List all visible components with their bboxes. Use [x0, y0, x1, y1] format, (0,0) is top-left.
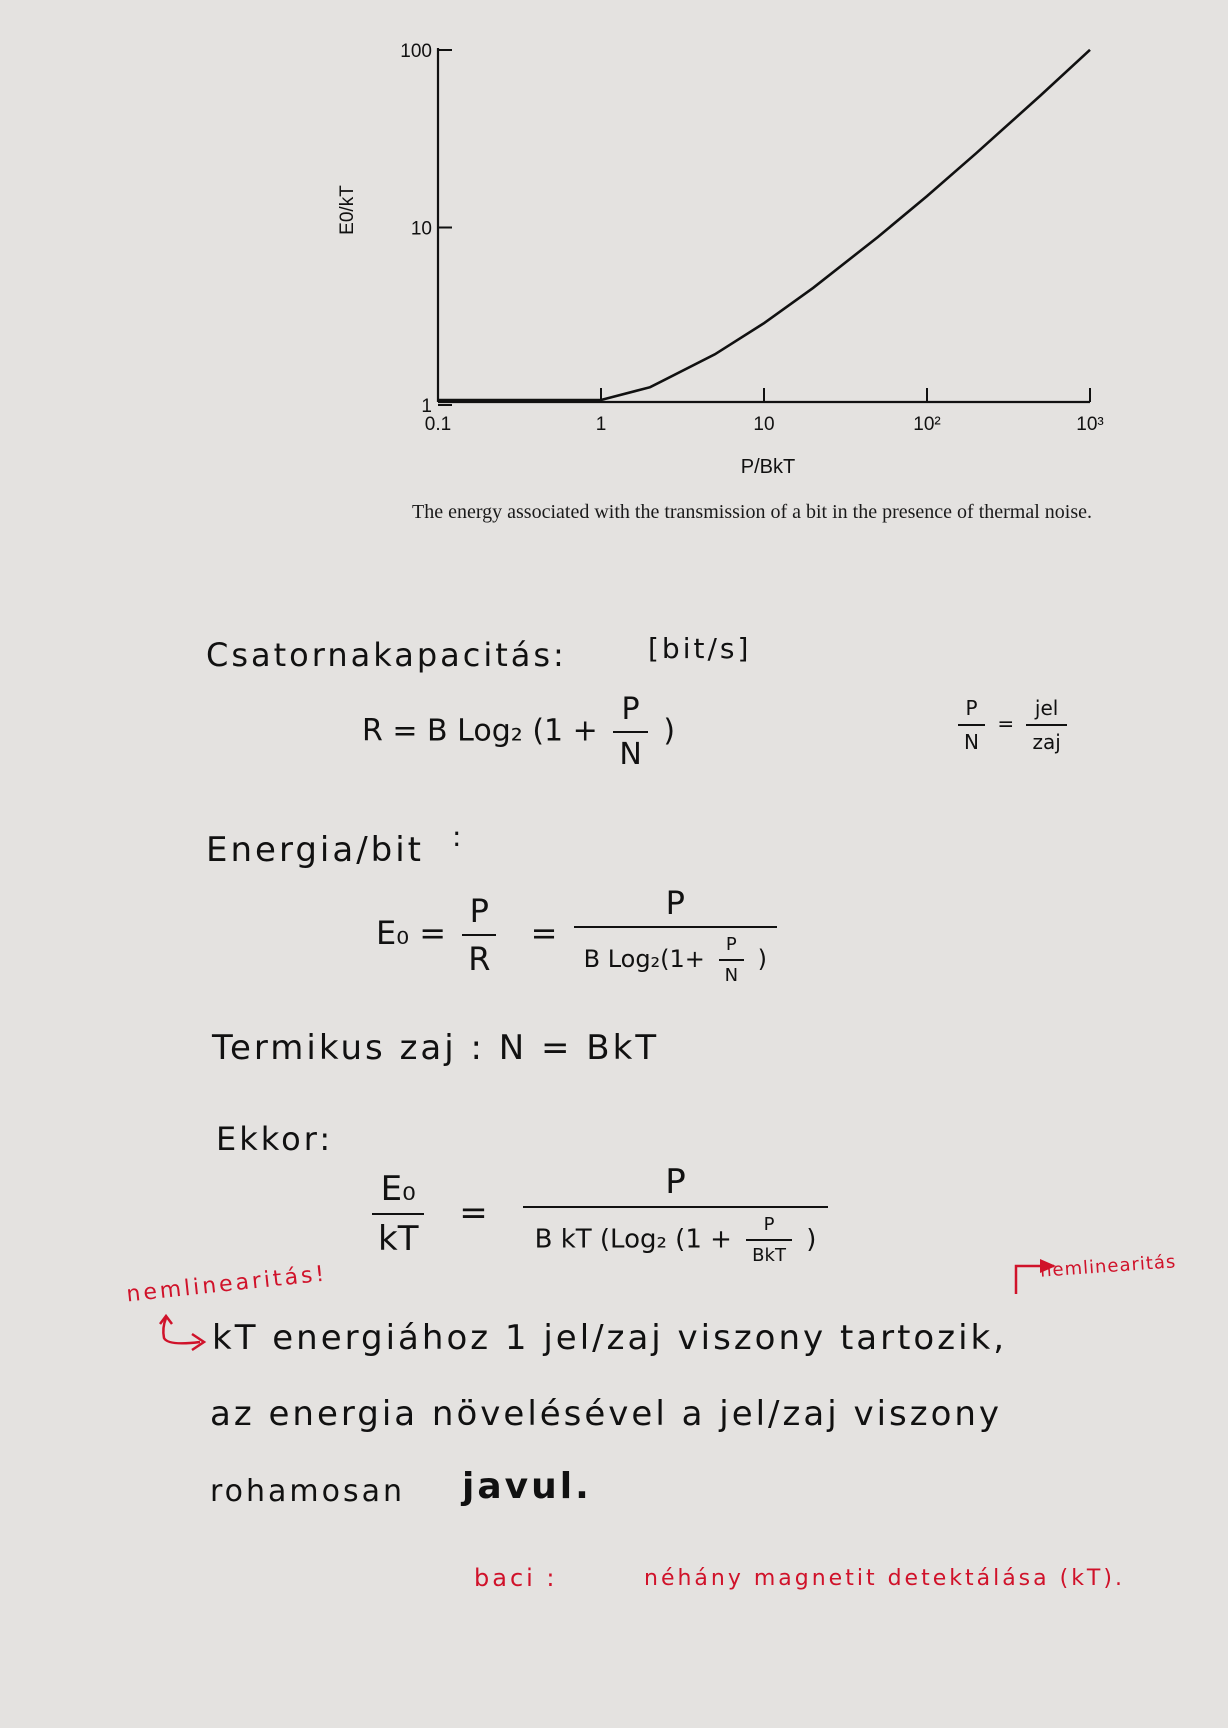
capacity-formula-left: R = B Log₂ (1 + [362, 713, 598, 749]
chart-axes [400, 41, 1103, 435]
p-over-bkt [746, 1214, 792, 1266]
frac-numerator: P [763, 1214, 775, 1235]
equals-sign: = [997, 711, 1015, 736]
p-over-n [613, 692, 647, 772]
snr-definition [952, 696, 1073, 754]
conclusion-line-3b: javul. [462, 1466, 592, 1507]
e0-over-kt [372, 1169, 424, 1259]
thermal-noise-line: Termikus zaj : N = BkT [212, 1028, 660, 1068]
frac-denominator: zaj [1026, 724, 1066, 754]
frac-numerator: E₀ [380, 1169, 416, 1209]
x-tick-label: 10³ [1076, 414, 1104, 435]
frac-denominator [574, 926, 777, 986]
jel-over-zaj [1026, 696, 1066, 754]
red-note-left: nemlinearitás! [125, 1261, 329, 1308]
x-tick-label: 10 [753, 414, 775, 435]
frac-denominator: kT [372, 1213, 424, 1259]
energy-denominator: B Log₂(1+ [583, 945, 705, 973]
energy-colon: : [452, 820, 465, 853]
frac-numerator: P [665, 1162, 686, 1202]
e0-symbol: E₀ [376, 914, 410, 952]
frac-numerator: P [725, 934, 737, 955]
energy-formula [376, 884, 783, 986]
chart-series-line [438, 50, 1090, 400]
frac-denominator: BkT [746, 1239, 792, 1266]
equals-sign: = [459, 1192, 488, 1233]
frac-numerator: P [621, 692, 640, 727]
equals-sign: = [530, 914, 558, 952]
frac-denominator: N [719, 959, 744, 986]
conclusion-line-1: kT energiához 1 jel/zaj viszony tartozik, [212, 1318, 1008, 1358]
frac-denominator: N [958, 724, 985, 754]
x-tick-label: 1 [595, 414, 607, 435]
red-hook-arrow [154, 1312, 214, 1356]
energy-heading: Energia/bit [206, 830, 425, 870]
close-paren: ) [806, 1224, 817, 1255]
conclusion-line-2: az energia növelésével a jel/zaj viszony [210, 1394, 1003, 1434]
final-formula [366, 1162, 834, 1266]
capacity-unit: [bit/s] [648, 632, 752, 665]
red-note-right: nemlinearitás [1039, 1251, 1177, 1282]
equals-sign: = [419, 914, 447, 952]
final-denominator: B kT (Log₂ (1 + [534, 1224, 732, 1255]
p-over-r [462, 892, 496, 978]
frac-denominator: N [613, 731, 647, 772]
close-paren: ) [663, 713, 676, 749]
y-tick-label: 100 [400, 41, 432, 62]
frac-numerator: jel [1034, 696, 1059, 720]
frac-numerator: P [469, 892, 489, 930]
energy-big-fraction [574, 884, 777, 986]
y-tick-label: 10 [410, 218, 432, 240]
figure-caption: The energy associated with the transmission of a bit in the presence of thermal noise. [412, 501, 1092, 523]
x-tick-label: 10² [913, 414, 941, 435]
capacity-heading: Csatornakapacitás: [206, 636, 567, 674]
baci-label: baci : [474, 1564, 558, 1592]
x-axis-label: P/BkT [740, 456, 796, 478]
close-paren: ) [757, 945, 768, 973]
p-over-n-small [958, 696, 985, 754]
frac-numerator: P [965, 696, 978, 720]
final-big-fraction [523, 1162, 829, 1266]
baci-text: néhány magnetit detektálása (kT). [644, 1566, 1125, 1591]
energy-per-bit-chart [330, 30, 1120, 490]
y-axis-label: E0/kT [337, 185, 358, 235]
frac-numerator: P [665, 884, 685, 922]
capacity-formula [362, 692, 675, 772]
frac-denominator: R [462, 934, 496, 978]
frac-denominator [523, 1206, 829, 1266]
y-tick-label: 1 [421, 396, 432, 417]
conclusion-line-3a: rohamosan [210, 1474, 406, 1509]
p-over-n-inner [719, 934, 744, 986]
then-heading: Ekkor: [216, 1120, 334, 1158]
x-tick-label: 0.1 [424, 414, 452, 435]
